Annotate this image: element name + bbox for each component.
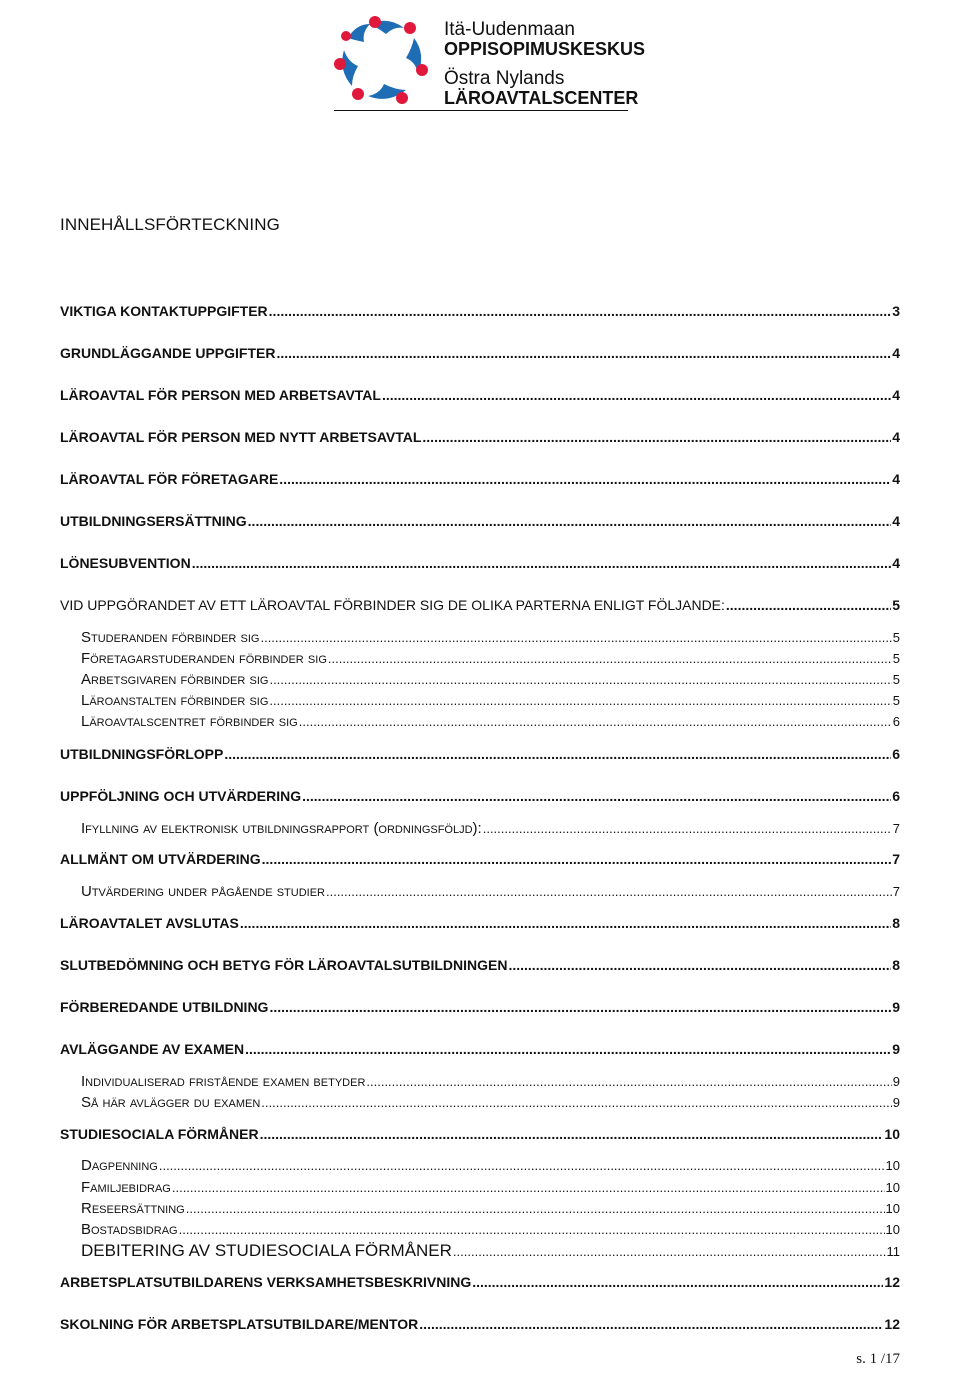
toc-leader — [366, 1074, 891, 1089]
toc-entry-page: 6 — [892, 746, 900, 762]
toc-subentry[interactable] — [81, 1073, 900, 1090]
toc-entry-title: UTBILDNINGSFÖRLOPP — [60, 746, 224, 762]
toc-leader — [269, 303, 892, 319]
toc-entry[interactable] — [60, 1274, 900, 1290]
toc-entry-title: SLUTBEDÖMNING OCH BETYG FÖR LÄROAVTALSUTBILDNINGEN — [60, 957, 508, 973]
toc-leader — [224, 746, 891, 762]
toc-entry[interactable] — [60, 957, 900, 973]
toc-leader — [192, 555, 892, 571]
toc-entry[interactable] — [60, 1041, 900, 1057]
toc-entry[interactable] — [60, 915, 900, 931]
toc-entry-title: FÖRBEREDANDE UTBILDNING — [60, 999, 269, 1015]
toc-entry[interactable] — [60, 597, 900, 613]
toc-leader — [472, 1274, 883, 1290]
toc-entry-page: 4 — [892, 555, 900, 571]
toc-entry-page: 9 — [892, 1095, 900, 1110]
toc-leader — [245, 1041, 891, 1057]
toc-entry[interactable] — [60, 1126, 900, 1142]
toc-subentry[interactable] — [81, 1241, 900, 1261]
toc-entry-title: STUDIESOCIALA FÖRMÅNER — [60, 1126, 259, 1142]
toc-leader — [299, 714, 892, 729]
toc-leader — [302, 788, 891, 804]
toc-entry[interactable] — [60, 1316, 900, 1332]
toc-leader — [262, 851, 892, 867]
toc-entry-title: VID UPPGÖRANDET AV ETT LÄROAVTAL FÖRBINDER SIG DE OLIKA PARTERNA ENLIGT FÖLJANDE: — [60, 597, 725, 613]
toc-entry[interactable] — [60, 851, 900, 867]
toc-leader — [172, 1180, 885, 1195]
toc-entry-page: 9 — [892, 999, 900, 1015]
toc-entry-title: LÄROAVTAL FÖR FÖRETAGARE — [60, 471, 279, 487]
toc-entry-title: GRUNDLÄGGANDE UPPGIFTER — [60, 345, 276, 361]
toc-entry-page: 3 — [892, 303, 900, 319]
toc-leader — [248, 513, 892, 529]
toc-entry-title: LÄROAVTALET AVSLUTAS — [60, 915, 239, 931]
toc-entry-page: 10 — [885, 1180, 900, 1195]
toc-entry-title: Läroavtalscentret förbinder sig — [81, 713, 298, 730]
toc-subentry[interactable] — [81, 671, 900, 688]
toc-subentry[interactable] — [81, 1221, 900, 1238]
toc-leader — [269, 693, 891, 708]
toc-entry-page: 8 — [892, 957, 900, 973]
toc-entry-title: Studeranden förbinder sig — [81, 629, 260, 646]
toc-entry[interactable] — [60, 746, 900, 762]
toc-entry[interactable] — [60, 788, 900, 804]
toc-entry-title: ALLMÄNT OM UTVÄRDERING — [60, 851, 261, 867]
toc-entry-page: 10 — [885, 1201, 900, 1216]
toc-subentry[interactable] — [81, 629, 900, 646]
toc-leader — [422, 429, 891, 445]
toc-subentry[interactable] — [81, 1094, 900, 1111]
toc-entry-title: Individualiserad fristående examen betyder — [81, 1073, 366, 1090]
toc-subentry[interactable] — [81, 883, 900, 900]
toc-entry-page: 9 — [892, 1041, 900, 1057]
page-number: s. 1 /17 — [856, 1351, 900, 1367]
toc-entry-title: Familjebidrag — [81, 1179, 171, 1196]
toc-entry-title: VIKTIGA KONTAKTUPPGIFTER — [60, 303, 268, 319]
toc-entry-page: 6 — [892, 714, 900, 729]
toc-entry-page: 5 — [892, 630, 900, 645]
toc-entry-title: SKOLNING FÖR ARBETSPLATSUTBILDARE/MENTOR — [60, 1316, 419, 1332]
toc-entry-title: Utvärdering under pågående studier — [81, 883, 325, 900]
toc-entry-page: 9 — [892, 1074, 900, 1089]
toc-subentry[interactable] — [81, 1157, 900, 1174]
toc-entry-page: 5 — [892, 597, 900, 613]
toc-entry-page: 4 — [892, 513, 900, 529]
toc-leader — [276, 345, 891, 361]
toc-entry[interactable] — [60, 429, 900, 445]
toc-leader — [279, 471, 891, 487]
toc-leader — [453, 1244, 886, 1259]
logo-line-1: Itä-Uudenmaan — [444, 19, 575, 40]
toc-entry-page: 5 — [892, 651, 900, 666]
toc-subentry[interactable] — [81, 1179, 900, 1196]
toc-entry-page: 8 — [892, 915, 900, 931]
toc-leader — [240, 915, 891, 931]
toc-entry-title: ARBETSPLATSUTBILDARENS VERKSAMHETSBESKRIVNING — [60, 1274, 472, 1290]
toc-leader — [261, 1095, 891, 1110]
toc-entry-page: 7 — [892, 821, 900, 836]
toc-entry[interactable] — [60, 513, 900, 529]
toc-entry-title: UPPFÖLJNING OCH UTVÄRDERING — [60, 788, 302, 804]
toc-entry-page: 6 — [892, 788, 900, 804]
toc-leader — [382, 387, 891, 403]
toc-leader — [328, 651, 892, 666]
toc-leader — [260, 1126, 884, 1142]
toc-subentry[interactable] — [81, 1200, 900, 1217]
toc-entry-page: 7 — [892, 851, 900, 867]
toc-subentry[interactable] — [81, 650, 900, 667]
toc-entry-page: 4 — [892, 345, 900, 361]
toc-leader — [260, 630, 891, 645]
toc-leader — [186, 1201, 885, 1216]
toc-entry-page: 4 — [892, 471, 900, 487]
toc-entry-page: 10 — [884, 1126, 900, 1142]
toc-entry[interactable] — [60, 471, 900, 487]
toc-leader — [483, 821, 892, 836]
toc-leader — [159, 1158, 885, 1173]
toc-entry[interactable] — [60, 345, 900, 361]
toc-entry-title: Så här avlägger du examen — [81, 1094, 261, 1111]
toc-entry-page: 4 — [892, 429, 900, 445]
toc-entry-page: 11 — [886, 1244, 900, 1259]
toc-entry-title: Dagpenning — [81, 1157, 158, 1174]
toc-entry-title: Ifyllning av elektronisk utbildningsrapport (ordningsföljd): — [81, 820, 482, 837]
toc-entry-title: UTBILDNINGSERSÄTTNING — [60, 513, 247, 529]
toc-entry-page: 5 — [892, 693, 900, 708]
toc-entry-title: AVLÄGGANDE AV EXAMEN — [60, 1041, 245, 1057]
toc-entry[interactable] — [60, 387, 900, 403]
toc-entry-page: 12 — [884, 1316, 900, 1332]
logo-line-3: Östra Nylands — [444, 68, 565, 89]
toc-subentry[interactable] — [81, 820, 900, 837]
toc-entry-title: Bostadsbidrag — [81, 1221, 178, 1238]
toc-entry[interactable] — [60, 555, 900, 571]
toc-entry-title: LÄROAVTAL FÖR PERSON MED NYTT ARBETSAVTAL — [60, 429, 422, 445]
toc-leader — [269, 999, 891, 1015]
toc-subentry[interactable] — [81, 692, 900, 709]
toc-entry-page: 10 — [885, 1222, 900, 1237]
toc-entry-title: Läroanstalten förbinder sig — [81, 692, 269, 709]
toc-leader — [419, 1316, 883, 1332]
toc-entry-title: Företagarstuderanden förbinder sig — [81, 650, 327, 667]
toc-entry-title: Arbetsgivaren förbinder sig — [81, 671, 269, 688]
toc-entry-page: 4 — [892, 387, 900, 403]
toc-entry-page: 5 — [892, 672, 900, 687]
toc-leader — [326, 884, 892, 899]
toc-entry[interactable] — [60, 303, 900, 319]
toc-leader — [269, 672, 891, 687]
toc-entry-page: 10 — [885, 1158, 900, 1173]
toc-entry-title: DEBITERING AV STUDIESOCIALA FÖRMÅNER — [81, 1241, 452, 1260]
toc-heading: INNEHÅLLSFÖRTECKNING — [60, 215, 280, 234]
logo-line-2: OPPISOPIMUSKESKUS — [444, 39, 646, 59]
toc-entry-page: 12 — [884, 1274, 900, 1290]
toc-entry[interactable] — [60, 999, 900, 1015]
toc-entry-title: Reseersättning — [81, 1200, 185, 1217]
toc-entry-title: LÄROAVTAL FÖR PERSON MED ARBETSAVTAL — [60, 387, 381, 403]
logo-line-4: LÄROAVTALSCENTER — [444, 88, 639, 108]
toc-leader — [508, 957, 891, 973]
toc-leader — [179, 1222, 885, 1237]
toc-entry-title: LÖNESUBVENTION — [60, 555, 191, 571]
toc-subentry[interactable] — [81, 713, 900, 730]
toc-entry-page: 7 — [892, 884, 900, 899]
toc-leader — [726, 597, 891, 613]
